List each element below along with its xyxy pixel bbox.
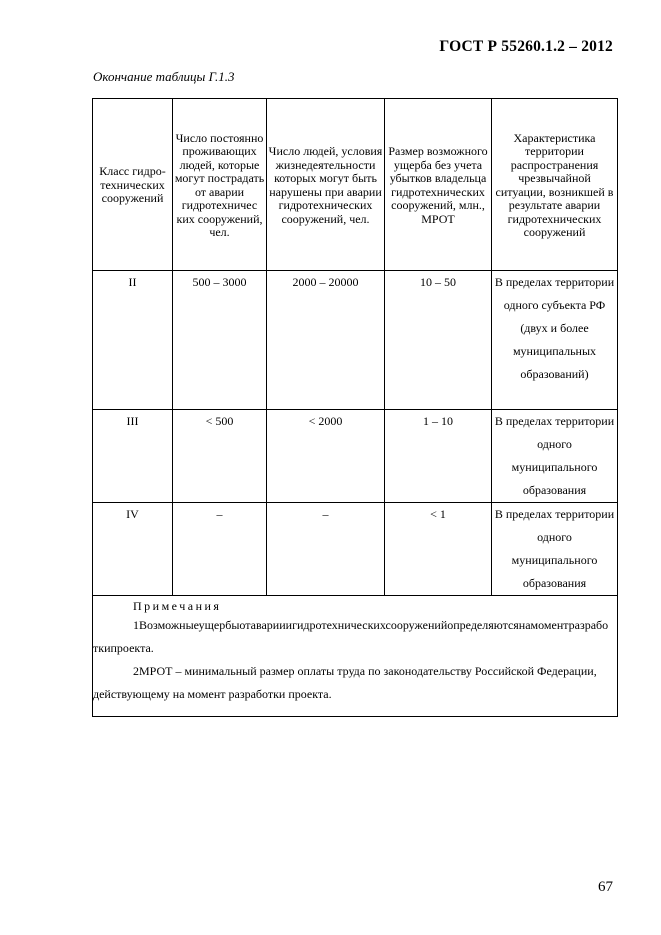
table-notes-row	[93, 596, 618, 717]
cell-affected-people: < 2000	[267, 410, 385, 503]
cell-residents: –	[173, 503, 267, 596]
table-caption: Окончание таблицы Г.1.3	[93, 69, 235, 84]
cell-class: II	[93, 271, 173, 410]
page-number: 67	[598, 879, 613, 895]
notes-title: Примечания	[133, 599, 222, 613]
note-1-line-1: 1Возможныеущербыотаварииигидротехническихсооруженийопределяютсянамоментразрабо	[133, 618, 609, 632]
cell-damage-size: 10 – 50	[385, 271, 492, 410]
cell-residents: < 500	[173, 410, 267, 503]
col-header-damage-size: Размер возможного ущерба без учета убытков владельца гидротехнических сооружений, млн., МРОТ	[385, 99, 492, 271]
table-header-row	[93, 99, 618, 271]
col-header-class: Класс гидро-технических сооружений	[93, 99, 173, 271]
cell-affected-people: –	[267, 503, 385, 596]
note-2-line-2: действующему на момент разработки проекта.	[93, 687, 332, 701]
hydro-class-table	[92, 98, 618, 717]
cell-class: III	[93, 410, 173, 503]
cell-territory: В пределах территории одного субъекта РФ (двух и более муниципальных образований)	[492, 271, 618, 410]
col-header-residents: Число постоянно проживающих людей, которые могут пострадать от аварии гидротехничес ких сооружений, чел.	[173, 99, 267, 271]
table-row	[93, 410, 618, 503]
table-notes	[93, 596, 618, 717]
note-2-line-1: 2МРОТ – минимальный размер оплаты труда по законодательству Российской Федерации,	[133, 664, 597, 678]
cell-damage-size: 1 – 10	[385, 410, 492, 503]
cell-territory: В пределах территории одного муниципального образования	[492, 503, 618, 596]
table-row	[93, 503, 618, 596]
table-row	[93, 271, 618, 410]
note-1-line-2: ткипроекта.	[93, 641, 154, 655]
cell-residents: 500 – 3000	[173, 271, 267, 410]
cell-territory: В пределах территории одного муниципального образования	[492, 410, 618, 503]
cell-damage-size: < 1	[385, 503, 492, 596]
cell-affected-people: 2000 – 20000	[267, 271, 385, 410]
cell-class: IV	[93, 503, 173, 596]
col-header-affected-people: Число людей, условия жизнедеятельности которых могут быть нарушены при аварии гидротехнических сооружений, чел.	[267, 99, 385, 271]
standard-code: ГОСТ Р 55260.1.2 – 2012	[439, 38, 613, 55]
col-header-territory: Характеристика территории распространения чрезвычайной ситуации, возникшей в результате аварии гидротехнических сооружений	[492, 99, 618, 271]
